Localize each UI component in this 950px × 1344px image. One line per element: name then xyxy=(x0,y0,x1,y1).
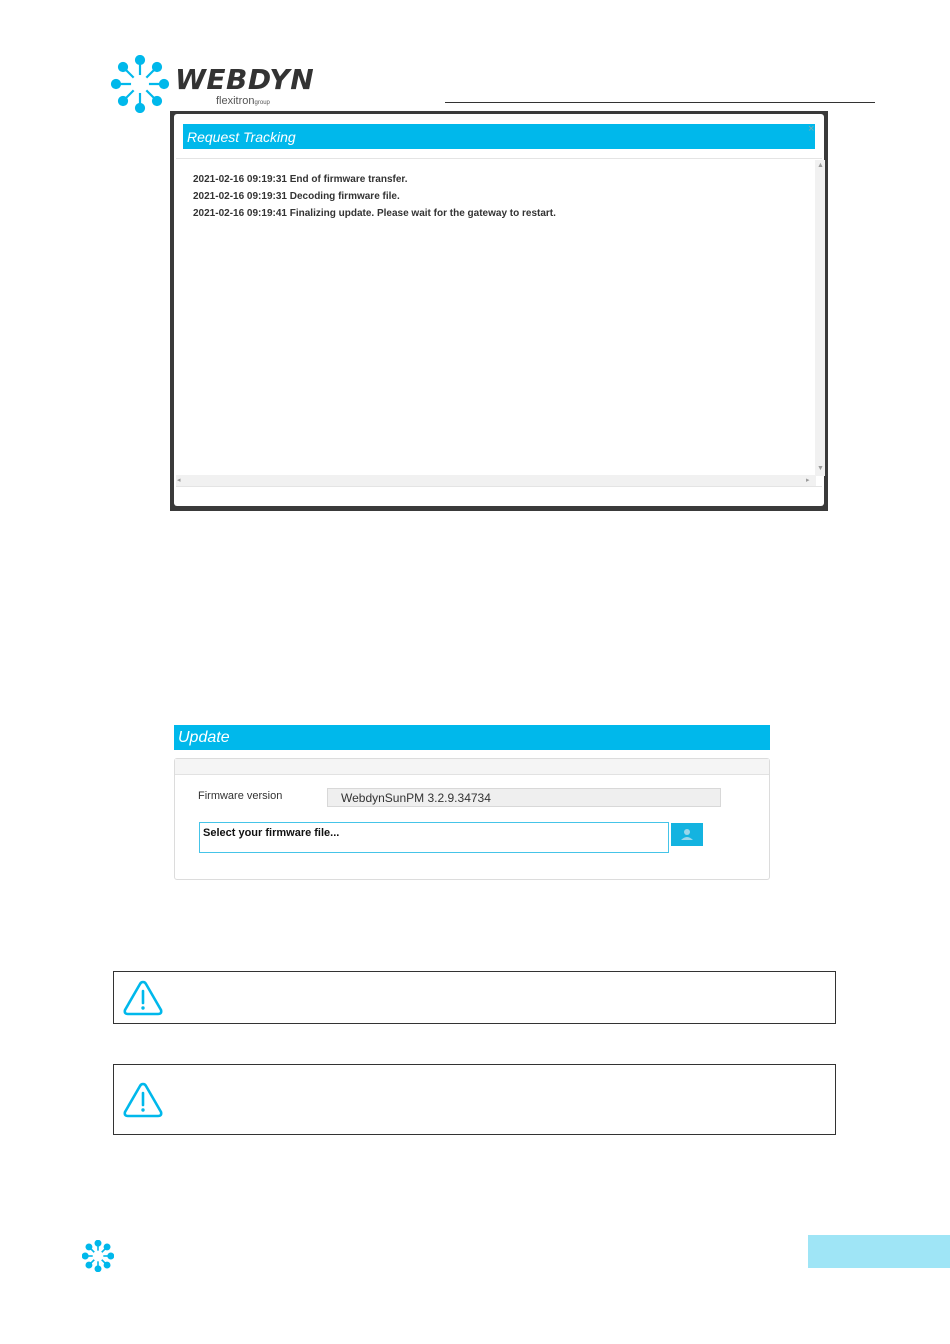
upload-icon xyxy=(671,823,703,846)
brand-sub-text: flexitron xyxy=(216,95,255,107)
warning-icon xyxy=(122,979,164,1017)
warning-box xyxy=(113,1064,836,1135)
firmware-version-field: WebdynSunPM 3.2.9.34734 xyxy=(327,788,721,807)
scroll-left-icon[interactable]: ◂ xyxy=(177,477,181,484)
brand-sub-small: group xyxy=(254,100,270,106)
brand-name: WEBDYN xyxy=(175,63,315,96)
update-title: Update xyxy=(178,729,230,746)
webdyn-logo-mark-icon xyxy=(110,55,170,113)
firmware-file-input[interactable]: Select your firmware file... xyxy=(199,822,669,853)
close-icon[interactable]: × xyxy=(808,123,815,135)
scroll-down-icon[interactable]: ▼ xyxy=(817,465,824,472)
horizontal-scrollbar[interactable] xyxy=(176,475,816,486)
upload-button[interactable] xyxy=(671,823,703,846)
log-line: 2021-02-16 09:19:31 Decoding firmware file. xyxy=(193,191,400,202)
brand-subtitle xyxy=(216,96,270,107)
log-line: 2021-02-16 09:19:41 Finalizing update. Please wait for the gateway to restart. xyxy=(193,208,556,219)
request-log xyxy=(193,171,556,222)
dialog-divider xyxy=(176,158,822,159)
footer-logo-icon xyxy=(82,1240,114,1272)
update-panel xyxy=(174,758,770,880)
warning-box xyxy=(113,971,836,1024)
update-panel-heading xyxy=(175,759,769,775)
page-number-box xyxy=(808,1235,950,1268)
update-header xyxy=(174,725,770,750)
scroll-right-icon[interactable]: ▸ xyxy=(806,477,810,484)
scroll-up-icon[interactable]: ▲ xyxy=(817,162,824,169)
request-tracking-title: Request Tracking xyxy=(187,129,296,145)
firmware-version-label: Firmware version xyxy=(198,790,283,802)
log-line: 2021-02-16 09:19:31 End of firmware transfer. xyxy=(193,174,408,185)
warning-icon xyxy=(122,1081,164,1119)
header-rule xyxy=(445,102,875,103)
dialog-footer-divider xyxy=(176,486,822,487)
vertical-scrollbar[interactable] xyxy=(815,160,825,476)
